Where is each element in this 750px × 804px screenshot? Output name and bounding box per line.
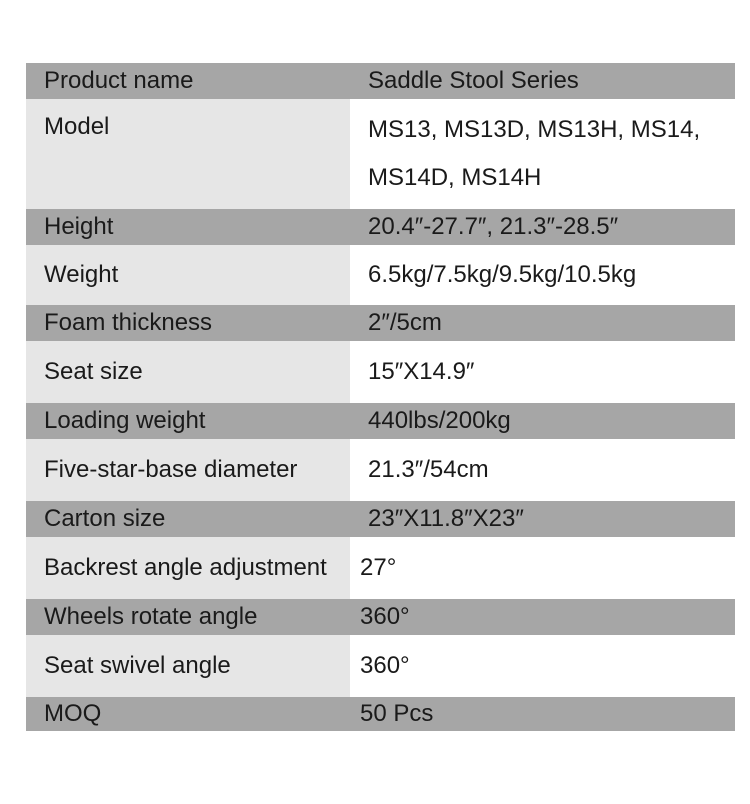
spec-value: 21.3″/54cm <box>350 439 735 501</box>
spec-value: 20.4″-27.7″, 21.3″-28.5″ <box>350 209 735 245</box>
spec-label: Five-star-base diameter <box>26 439 350 501</box>
spec-row-carton-size <box>26 501 735 537</box>
spec-label: Carton size <box>26 501 350 537</box>
spec-value: 50 Pcs <box>350 697 735 731</box>
spec-row-wheels-rotate-angle <box>26 599 735 635</box>
spec-row-foam-thickness <box>26 305 735 341</box>
spec-row-backrest-angle <box>26 537 735 599</box>
spec-value: 360° <box>350 599 735 635</box>
spec-row-base-diameter <box>26 439 735 501</box>
spec-label: Seat size <box>26 341 350 403</box>
spec-label: Wheels rotate angle <box>26 599 350 635</box>
spec-row-seat-swivel-angle <box>26 635 735 697</box>
spec-label: Product name <box>26 63 350 99</box>
spec-label: Height <box>26 209 350 245</box>
spec-label: Foam thickness <box>26 305 350 341</box>
spec-row-seat-size <box>26 341 735 403</box>
product-spec-table <box>26 63 735 731</box>
spec-value: 360° <box>350 635 735 697</box>
spec-label: Seat swivel angle <box>26 635 350 697</box>
spec-label: Weight <box>26 245 350 305</box>
spec-label: MOQ <box>26 697 350 731</box>
spec-label: Model <box>26 99 350 209</box>
spec-value: 6.5kg/7.5kg/9.5kg/10.5kg <box>350 245 735 305</box>
spec-row-weight <box>26 245 735 305</box>
spec-label: Backrest angle adjustment <box>26 537 350 599</box>
spec-value-line: MS13, MS13D, MS13H, MS14, <box>368 116 701 143</box>
spec-row-height <box>26 209 735 245</box>
spec-value-line: MS14D, MS14H <box>368 164 542 191</box>
spec-value: Saddle Stool Series <box>350 63 735 99</box>
spec-value: 2″/5cm <box>350 305 735 341</box>
spec-value: 27° <box>350 537 735 599</box>
spec-value: 440lbs/200kg <box>350 403 735 439</box>
spec-row-product-name <box>26 63 735 99</box>
spec-row-loading-weight <box>26 403 735 439</box>
spec-value: 23″X11.8″X23″ <box>350 501 735 537</box>
spec-value <box>350 99 735 209</box>
spec-value: 15″X14.9″ <box>350 341 735 403</box>
spec-label: Loading weight <box>26 403 350 439</box>
spec-row-moq <box>26 697 735 731</box>
spec-row-model <box>26 99 735 209</box>
